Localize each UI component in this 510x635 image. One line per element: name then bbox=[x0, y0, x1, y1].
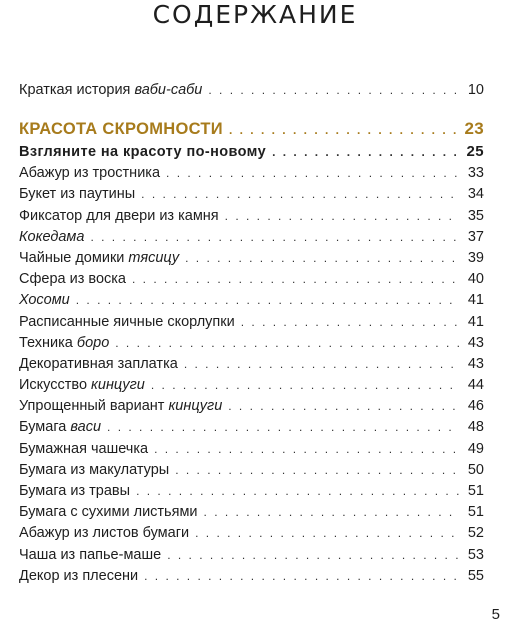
leader-dots bbox=[195, 523, 460, 544]
toc-entry[interactable] bbox=[19, 248, 484, 269]
toc-entry[interactable] bbox=[19, 312, 484, 333]
leader-dots bbox=[208, 80, 460, 101]
leader-dots bbox=[115, 333, 460, 354]
toc-entry-label bbox=[19, 248, 185, 269]
toc-entry-page: 40 bbox=[467, 271, 484, 288]
toc-entry-label bbox=[19, 290, 76, 311]
toc-entry-page: 41 bbox=[467, 313, 484, 330]
toc-entry-text: Декор из плесени bbox=[19, 567, 139, 584]
toc-entry[interactable] bbox=[19, 184, 484, 205]
toc-entry-label bbox=[19, 312, 241, 333]
toc-entry-label bbox=[19, 523, 195, 544]
leader-dots bbox=[228, 396, 460, 417]
table-of-contents bbox=[19, 78, 484, 587]
toc-entry[interactable] bbox=[19, 396, 484, 417]
toc-entry-page: 51 bbox=[467, 483, 484, 499]
toc-entry[interactable] bbox=[19, 502, 484, 523]
toc-entry-italic: боро bbox=[76, 334, 110, 351]
toc-entry-label bbox=[19, 333, 115, 354]
toc-entry-italic: кинцуги bbox=[168, 398, 223, 415]
leader-dots bbox=[184, 354, 460, 375]
toc-entry[interactable] bbox=[19, 439, 484, 460]
leader-dots bbox=[141, 184, 460, 205]
toc-entry-label bbox=[19, 439, 154, 460]
toc-entry[interactable] bbox=[19, 206, 484, 227]
leader-dots bbox=[151, 375, 460, 396]
page-number: 5 bbox=[491, 606, 500, 623]
toc-entry[interactable] bbox=[19, 354, 484, 375]
toc-entry-label bbox=[19, 80, 208, 101]
toc-entry-label bbox=[19, 396, 228, 417]
leader-dots bbox=[185, 248, 460, 269]
toc-entry-text: Фиксатор для двери из камня bbox=[19, 207, 219, 224]
toc-entry[interactable] bbox=[19, 545, 484, 566]
toc-entry-label bbox=[19, 417, 107, 438]
toc-entry[interactable] bbox=[19, 269, 484, 290]
toc-entry-italic: ваби-саби bbox=[134, 82, 203, 98]
toc-chapter-label: КРАСОТА СКРОМНОСТИ bbox=[19, 120, 223, 139]
leader-dots bbox=[136, 481, 460, 502]
toc-entry-page: 39 bbox=[467, 249, 484, 266]
toc-entry-page: 41 bbox=[467, 292, 484, 309]
toc-entry-page: 50 bbox=[467, 461, 484, 478]
toc-entry-label bbox=[19, 566, 144, 587]
toc-entry-italic: Кокедама bbox=[19, 228, 85, 245]
toc-entry-text: Сфера из воска bbox=[19, 271, 126, 288]
toc-entry-label bbox=[19, 502, 204, 523]
toc-entry-label bbox=[19, 545, 167, 566]
toc-entry-label bbox=[19, 184, 141, 205]
toc-section-label: Взгляните на красоту по-новому bbox=[19, 144, 267, 161]
toc-entry-text: Искусство bbox=[19, 377, 92, 394]
toc-entry-text: Чайные домики bbox=[19, 249, 129, 266]
toc-entry-page: 53 bbox=[467, 546, 484, 563]
toc-entry-page: 52 bbox=[467, 525, 484, 542]
leader-dots bbox=[175, 460, 460, 481]
toc-entry[interactable] bbox=[19, 481, 484, 502]
leader-dots bbox=[144, 566, 460, 587]
toc-entry-text: Абажур из листов бумаги bbox=[19, 525, 190, 542]
toc-entry-label bbox=[19, 206, 225, 227]
toc-entry-page: 10 bbox=[467, 82, 484, 98]
toc-entry-italic: кинцуги bbox=[91, 377, 145, 394]
leader-dots bbox=[132, 269, 460, 290]
toc-entry-text: Бумажная чашечка bbox=[19, 440, 149, 457]
toc-entry[interactable] bbox=[19, 290, 484, 311]
toc-entry-page: 43 bbox=[467, 334, 484, 351]
leader-dots bbox=[166, 163, 460, 184]
toc-entry-label bbox=[19, 460, 175, 481]
toc-entry[interactable] bbox=[19, 523, 484, 544]
toc-entry-label bbox=[19, 269, 132, 290]
toc-entry-text: Техника bbox=[19, 334, 77, 351]
leader-dots bbox=[225, 206, 460, 227]
leader-dots bbox=[229, 118, 459, 142]
toc-entry-label bbox=[19, 481, 136, 502]
toc-entry[interactable] bbox=[19, 566, 484, 587]
toc-entry-label bbox=[19, 354, 184, 375]
toc-item-list bbox=[19, 163, 484, 587]
toc-entry-label bbox=[19, 163, 166, 184]
toc-section-page: 25 bbox=[466, 143, 484, 161]
toc-entry[interactable] bbox=[19, 163, 484, 184]
toc-entry-text: Букет из паутины bbox=[19, 186, 136, 203]
toc-entry-label bbox=[19, 227, 90, 248]
toc-entry-page: 44 bbox=[467, 377, 484, 394]
toc-entry-intro[interactable] bbox=[19, 80, 484, 101]
toc-entry-italic: тясицу bbox=[128, 249, 180, 266]
toc-entry[interactable] bbox=[19, 460, 484, 481]
toc-entry-text: Упрощенный вариант bbox=[19, 398, 169, 415]
toc-entry-italic: Хосоми bbox=[19, 292, 70, 309]
toc-entry-page: 48 bbox=[467, 419, 484, 436]
toc-entry-page: 51 bbox=[467, 504, 484, 521]
toc-entry[interactable] bbox=[19, 227, 484, 248]
toc-entry-page: 49 bbox=[467, 440, 484, 457]
toc-chapter-page: 23 bbox=[464, 119, 484, 139]
toc-entry-page: 46 bbox=[467, 398, 484, 415]
toc-entry-text: Бумага с сухими листьями bbox=[19, 504, 198, 521]
leader-dots bbox=[272, 141, 460, 163]
toc-entry-page: 37 bbox=[467, 228, 484, 245]
toc-entry-text: Бумага из травы bbox=[19, 483, 131, 499]
toc-section-heading[interactable] bbox=[19, 141, 484, 163]
toc-entry-label bbox=[19, 375, 151, 396]
leader-dots bbox=[107, 417, 460, 438]
leader-dots bbox=[204, 502, 460, 523]
toc-entry-page: 43 bbox=[467, 355, 484, 372]
leader-dots bbox=[76, 290, 460, 311]
toc-entry-text: Расписанные яичные скорлупки bbox=[19, 313, 235, 330]
toc-chapter-heading[interactable] bbox=[19, 117, 484, 141]
toc-entry-italic: васи bbox=[70, 419, 102, 436]
toc-entry-text: Декоративная заплатка bbox=[19, 355, 178, 372]
leader-dots bbox=[167, 545, 460, 566]
leader-dots bbox=[90, 227, 460, 248]
leader-dots bbox=[241, 312, 460, 333]
page-title: СОДЕРЖАНИЕ bbox=[152, 0, 358, 29]
toc-entry-page: 34 bbox=[467, 186, 484, 203]
toc-entry-page: 35 bbox=[467, 207, 484, 224]
toc-entry[interactable] bbox=[19, 375, 484, 396]
toc-entry-text: Бумага из макулатуры bbox=[19, 461, 170, 478]
toc-entry-text: Бумага bbox=[19, 419, 71, 436]
toc-entry[interactable] bbox=[19, 333, 484, 354]
toc-entry[interactable] bbox=[19, 417, 484, 438]
toc-entry-page: 33 bbox=[467, 165, 484, 182]
toc-entry-text: Абажур из тростника bbox=[19, 165, 161, 182]
toc-entry-text: Краткая история bbox=[19, 82, 135, 98]
toc-entry-text: Чаша из папье-маше bbox=[19, 546, 162, 563]
leader-dots bbox=[154, 439, 460, 460]
toc-entry-page: 55 bbox=[467, 567, 484, 584]
